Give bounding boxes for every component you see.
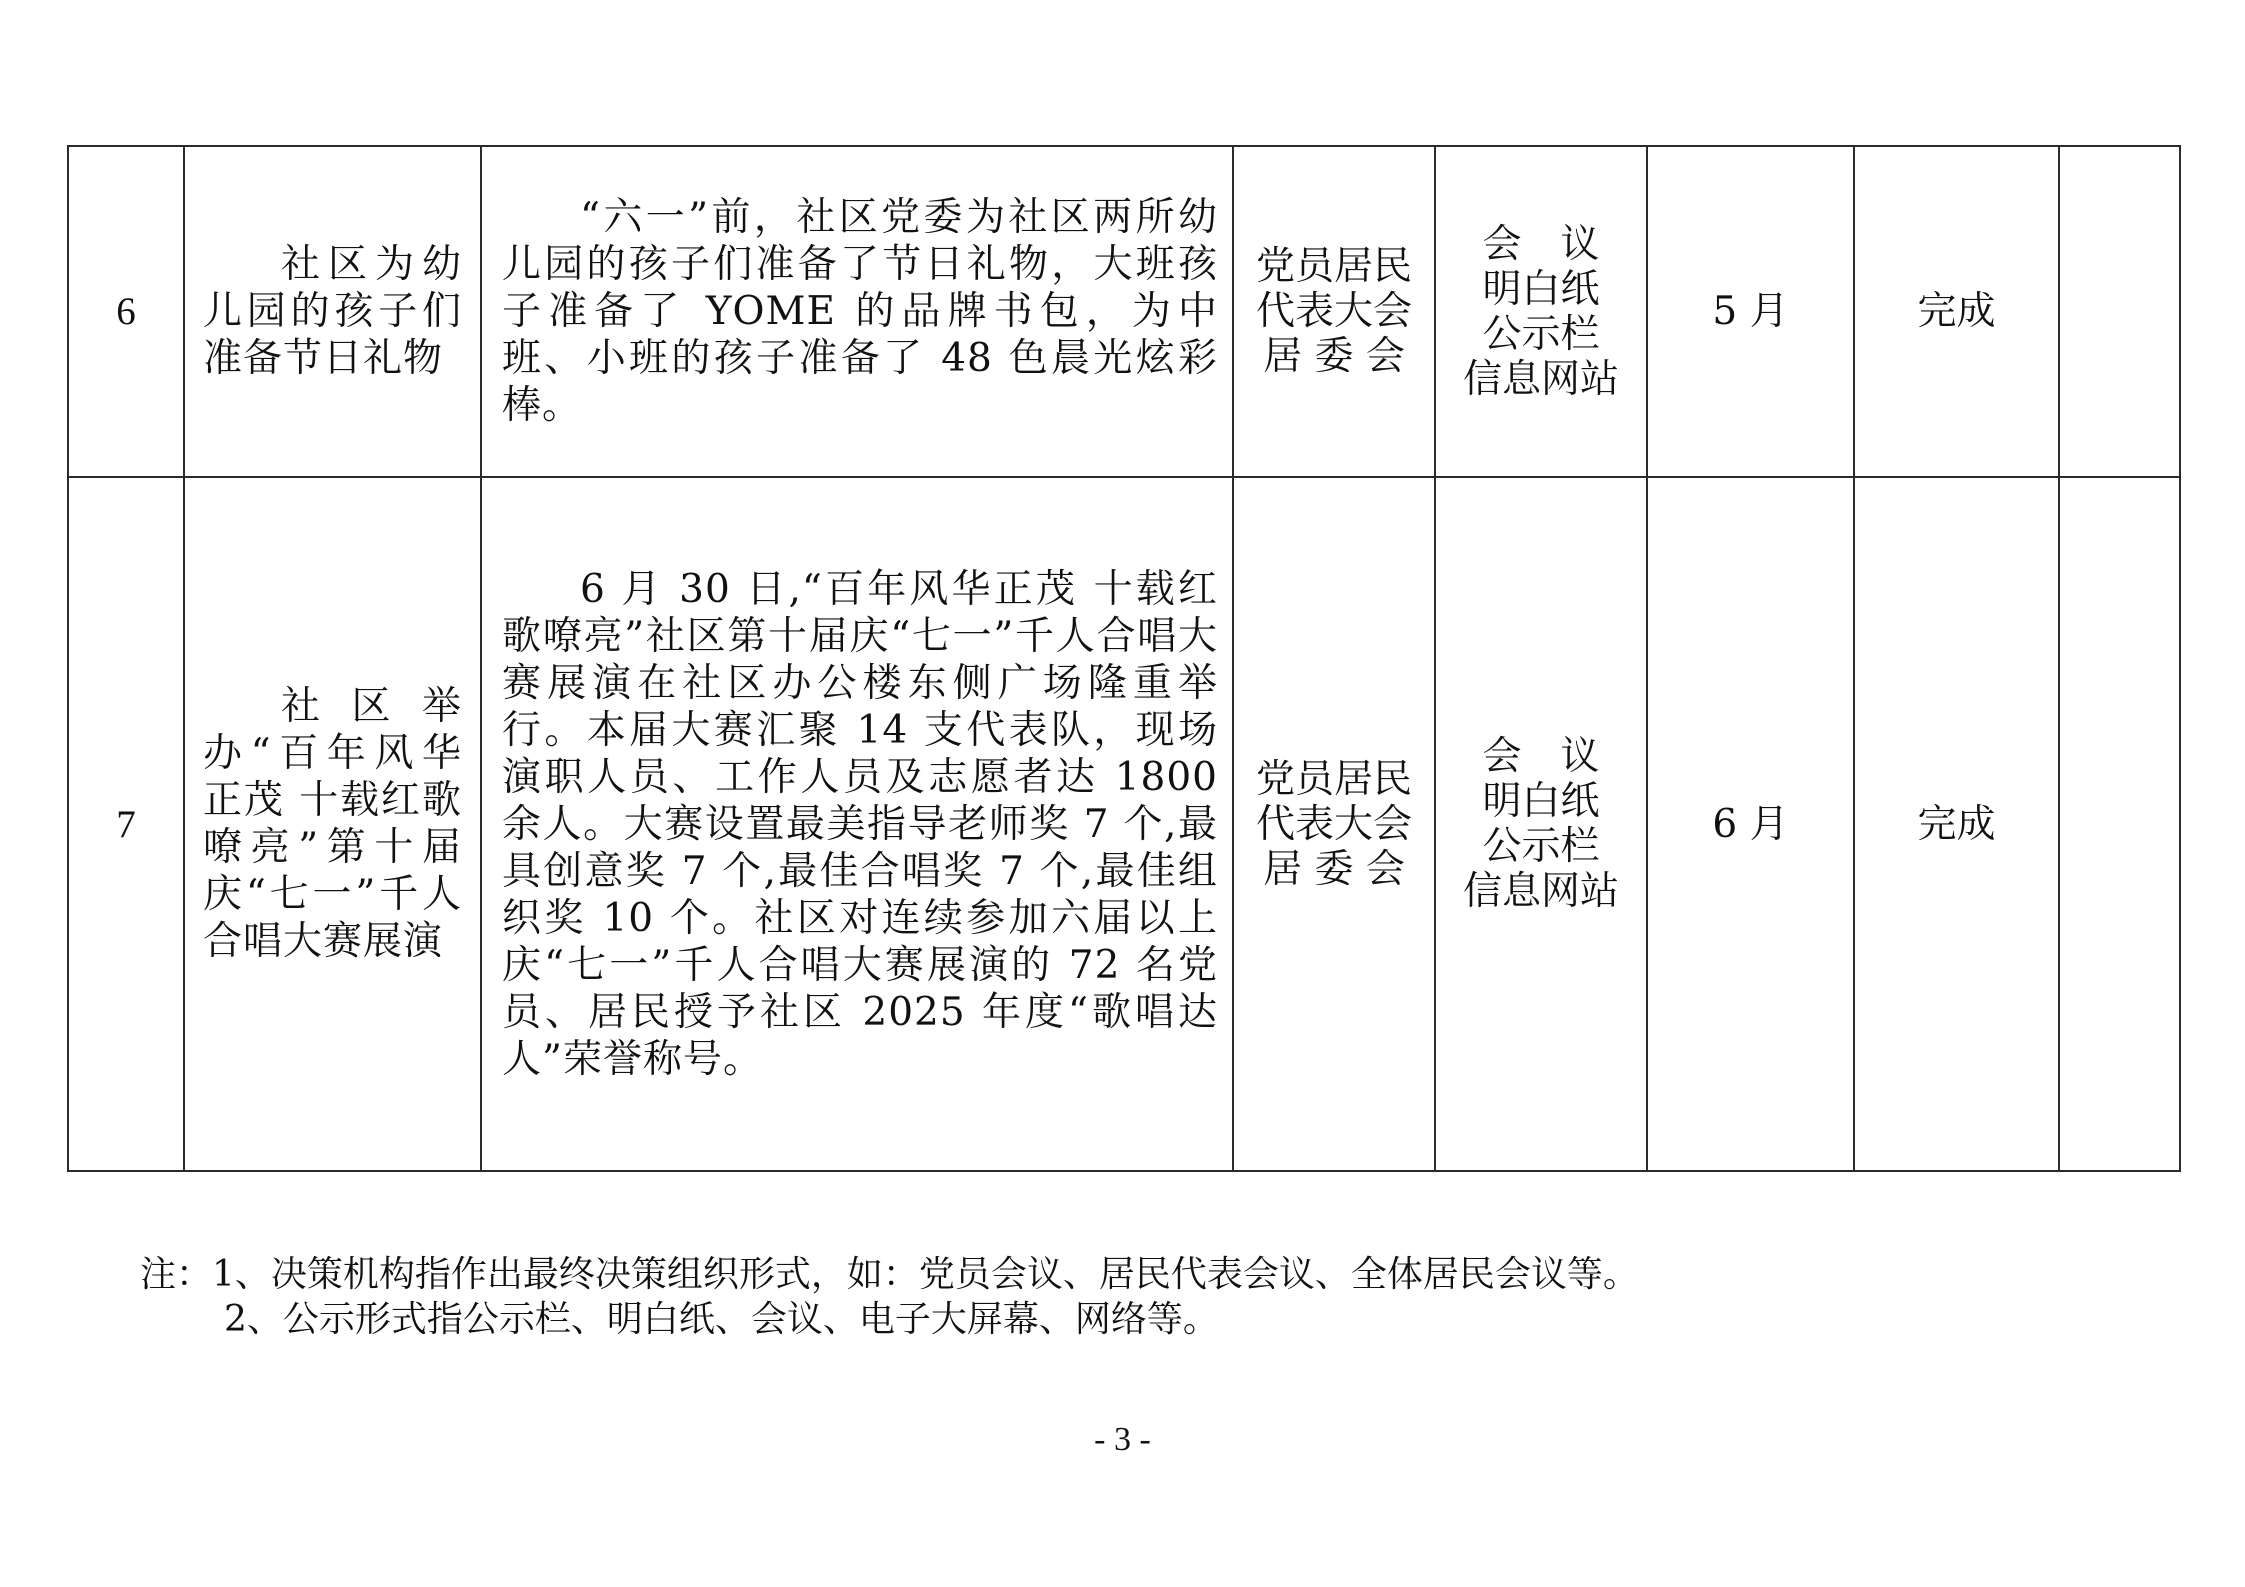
item-content-cell xyxy=(481,146,1233,477)
item-title: 社区为幼儿园的孩子们准备节日礼物 xyxy=(203,242,462,381)
table-row xyxy=(68,146,2180,477)
item-title-cell xyxy=(184,146,481,477)
item-content-cell xyxy=(481,477,1233,1171)
item-content: 6 月 30 日,“百年风华正茂 十载红歌嘹亮”社区第十届庆“七一”千人合唱大赛展演在社区办公楼东侧广场隆重举行。本届大赛汇聚 14 支代表队，现场演职人员、工作人员及志愿者达 1800 余人。大赛设置最美指导老师奖 7 个,最具创意奖 7 个,最佳合唱奖 7 个,最佳组织奖 10 个。社区对连续参加六届以上庆“七一”千人合唱大赛展演的 72 名党员、居民授予社区 2025 年度“歌唱达人”荣誉称号。 xyxy=(502,566,1218,1082)
publicity-form-line: 会 议 xyxy=(1482,734,1600,779)
publicity-form-line: 明白纸 xyxy=(1482,779,1600,824)
remark-cell xyxy=(2059,477,2180,1171)
decision-body-line: 居 委 会 xyxy=(1263,846,1405,892)
publicity-form-line: 公示栏 xyxy=(1482,824,1600,869)
publicity-form-cell xyxy=(1435,146,1647,477)
publicity-form-line: 信息网站 xyxy=(1462,869,1619,914)
decision-body-line: 居 委 会 xyxy=(1263,334,1405,379)
item-title: 社区举办“百年风华正茂 十载红歌嘹亮”第十届庆“七一”千人合唱大赛展演 xyxy=(203,684,462,964)
item-content: “六一”前，社区党委为社区两所幼儿园的孩子们准备了节日礼物，大班孩子准备了 YOME 的品牌书包，为中班、小班的孩子准备了 48 色晨光炫彩棒。 xyxy=(502,195,1218,428)
publicity-form-cell xyxy=(1435,477,1647,1171)
decision-body-line: 代表大会 xyxy=(1255,801,1412,847)
footnote-2: 2、公示形式指公示栏、明白纸、会议、电子大屏幕、网络等。 xyxy=(224,1299,1219,1340)
remark-cell xyxy=(2059,146,2180,477)
page-number: - 3 - xyxy=(1094,1421,1151,1458)
decision-body-cell xyxy=(1233,477,1435,1171)
decision-body-line: 代表大会 xyxy=(1255,289,1412,334)
time-cell: 5 月 xyxy=(1647,146,1854,477)
records-table xyxy=(67,145,2181,1172)
publicity-form-line: 明白纸 xyxy=(1482,266,1600,312)
table-row xyxy=(68,477,2180,1171)
publicity-form-line: 信息网站 xyxy=(1462,356,1619,402)
status-cell: 完成 xyxy=(1854,477,2059,1171)
time-cell: 6 月 xyxy=(1647,477,1854,1171)
footnote-1: 注：1、决策机构指作出最终决策组织形式，如：党员会议、居民代表会议、全体居民会议等。 xyxy=(140,1254,1639,1295)
decision-body-cell xyxy=(1233,146,1435,477)
item-title-cell xyxy=(184,477,481,1171)
publicity-form-line: 会 议 xyxy=(1482,221,1600,267)
decision-body-line: 党员居民 xyxy=(1255,244,1412,289)
row-number: 6 xyxy=(68,146,184,477)
status-cell: 完成 xyxy=(1854,146,2059,477)
publicity-form-line: 公示栏 xyxy=(1482,311,1600,357)
footnotes xyxy=(140,1252,1639,1342)
row-number: 7 xyxy=(68,477,184,1171)
decision-body-line: 党员居民 xyxy=(1255,756,1412,802)
